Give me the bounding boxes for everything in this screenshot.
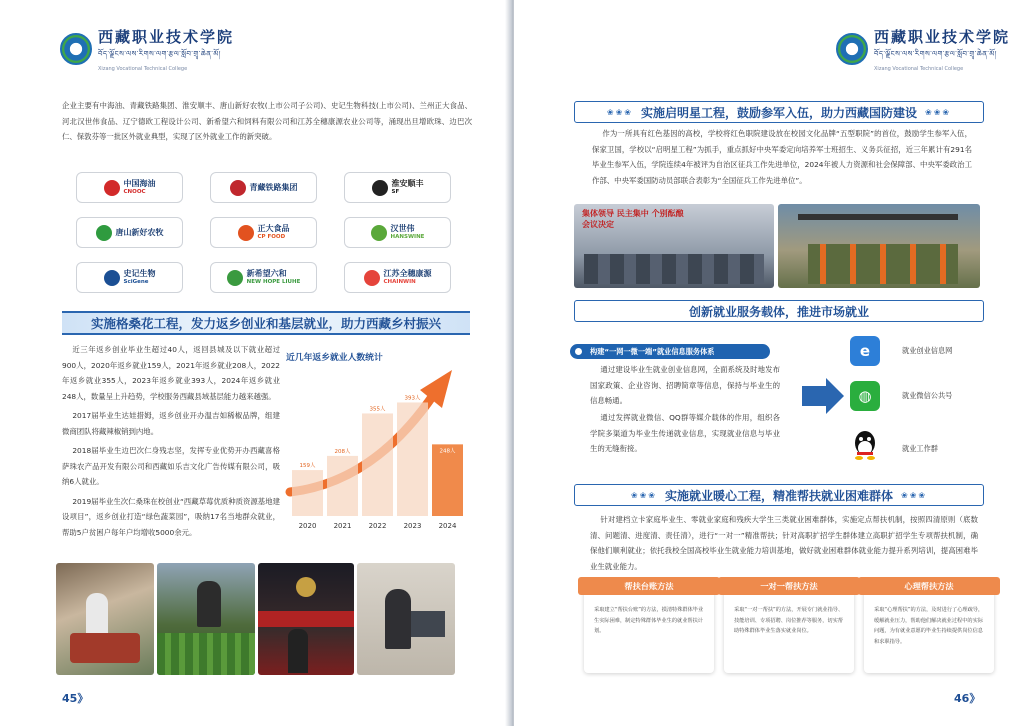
company-mark-icon — [371, 225, 387, 241]
service-system-pill — [570, 344, 770, 359]
channel-label-web: 就业创业信息网 — [902, 346, 953, 355]
company-logo — [210, 172, 317, 203]
right-page — [514, 0, 1024, 726]
arrow-right-icon — [798, 376, 848, 416]
college-logo — [60, 26, 234, 72]
difficulty-groups-paragraph: 针对建档立卡家庭毕业生、零就业家庭和残疾大学生三类就业困难群体，实施定点帮扶机制，按照四清原则（底数清、问题清、进度清、责任清），进行“一对一”精准帮扶；针对高职扩招学生群体建立高职扩招学生专项帮扶机制，确保他们顺利就业；依托我校全国高校毕业生就业能力培训基地，做好就业困难群体就业能力提升系列培训，提高困难毕业生就业能力。 — [590, 515, 978, 571]
chart-svg — [284, 342, 464, 537]
company-logo — [344, 172, 451, 203]
page-number-right: 46》 — [954, 692, 981, 705]
company-name: 正大食品 — [257, 223, 290, 233]
college-name-tibetan-right: བོད་ལྗོངས་ལས་རིགས་ལག་རྩལ་སློབ་གྲྭ་ཆེན་མོ། — [874, 50, 997, 58]
chart-tick-label: 2023 — [403, 522, 422, 530]
page-number-right-text: 46 — [954, 692, 970, 705]
channel-label-qq: 就业工作群 — [902, 444, 938, 453]
partner-company-logos — [76, 172, 430, 293]
case-cirensangzhu-paragraph: 2019届毕业生次仁桑珠在校创业“西藏草莓优质种质资源基地建设项目”，返乡创业打造“绿色蔬菜园”，吸纳17名当地群众就业，帮助5户贫困户每年户均增收5000余元。 — [62, 496, 280, 537]
photo-award-stage — [258, 563, 354, 675]
company-mark-icon — [230, 180, 246, 196]
company-name: 汉世伟 — [390, 223, 415, 233]
photo-greenhouse — [157, 563, 255, 675]
military-paragraph: 作为一所具有红色基因的高校，学校将红色职院建设放在校园文化品牌“五型职院”的首位，鼓励学生参军入伍，保家卫国，学校以“启明星工程”为抓手，重点抓好中央军委定向培养军士班招生、义务兵征招，近三年累计有291名毕业生参军入伍，学院连续4年被评为自治区征兵工作先进单位，2024年被人力资源和社会保障部、中央军委政治工作部、中央军委国防动员部联合表彰为“全国征兵工作先进单位”。 — [592, 129, 972, 185]
company-mark-icon — [104, 270, 120, 286]
company-subname: HANSWINE — [390, 233, 425, 240]
section-title-service — [574, 300, 984, 322]
section-title-warmheart-text: 实施就业暖心工程，精准帮扶就业困难群体 — [664, 488, 893, 503]
college-emblem-icon — [60, 33, 92, 65]
wechat-qq-paragraph: 通过发挥就业微信、QQ群等媒介载体的作用，组织各学院多渠道为毕业生传递就业信息，实现就业信息与毕业生的无缝衔接。 — [590, 413, 780, 453]
left-page — [0, 0, 510, 726]
company-mark-icon — [364, 270, 380, 286]
chart-data-label: 393人 — [404, 395, 421, 402]
company-name: 淮安顺丰 — [391, 178, 424, 188]
method-card-psychological-body: 采取“心理帮扶”的方法，及时进行了心理疏导，缓解就业压力，帮助他们解决就业过程中的实际问题，为有就业意愿的毕业生持续提供岗位信息和求职指导。 — [874, 607, 984, 645]
chart-data-label: 159人 — [299, 463, 316, 470]
photo-office-computer — [357, 563, 455, 675]
method-card-one-on-one — [724, 580, 854, 673]
company-name: 青藏铁路集团 — [249, 183, 298, 192]
page-number-left: 45》 — [62, 692, 89, 705]
photo-military-training — [778, 204, 980, 288]
college-name-english: Xizang Vocational Technical College — [98, 66, 188, 72]
method-card-psychological-title: 心理帮扶方法 — [858, 577, 1000, 595]
section-title-service-text: 创新就业服务载体，推进市场就业 — [688, 304, 869, 319]
chart-bar — [432, 444, 463, 516]
company-mark-icon — [96, 225, 112, 241]
chart-bar — [362, 413, 393, 516]
method-card-one-on-one-title: 一对一帮扶方法 — [718, 577, 860, 595]
chart-bar — [292, 470, 323, 516]
college-name-right: 西藏职业技术学院 — [874, 28, 1011, 46]
section-title-gesanghua — [62, 311, 470, 335]
method-card-ledger-title: 帮扶台账方法 — [578, 577, 720, 595]
company-name: 江苏全穗康源 — [383, 268, 432, 278]
chart-data-label: 355人 — [369, 406, 386, 413]
method-card-one-on-one-body: 采取“一对一帮扶”的方法，开展专门就业指导、技能培训、专项招聘、岗位推荐等服务，切实帮助特殊群体毕业生落实就业岗位。 — [734, 607, 844, 634]
chart-data-label: 208人 — [334, 448, 351, 455]
company-logo — [210, 262, 317, 293]
company-mark-icon — [104, 180, 120, 196]
section-title-gesanghua-text: 实施格桑花工程，发力返乡创业和基层就业，助力西藏乡村振兴 — [90, 316, 441, 331]
company-name: 中国海油 — [123, 178, 156, 188]
qq-icon — [850, 430, 880, 460]
case-bianbaciren-paragraph: 2018届毕业生边巴次仁身残志坚，发挥专业优势开办西藏喜格萨珠农产品开发有限公司和西藏如乐吉文化广告传媒有限公司，吸纳6人就业。 — [62, 446, 280, 486]
company-logo — [76, 217, 183, 248]
company-mark-icon — [227, 270, 243, 286]
college-logo-right — [836, 26, 1010, 72]
company-mark-icon — [372, 180, 388, 196]
college-emblem-icon-right — [836, 33, 868, 65]
photo-meeting-room — [574, 204, 774, 288]
company-subname: CNOOC — [123, 188, 146, 195]
page-number-left-text: 45 — [62, 692, 78, 705]
meeting-banner-text: 集体领导 民主集中 个别酝酿 会议决定 — [582, 209, 684, 229]
chart-tick-label: 2021 — [333, 522, 352, 530]
company-subname: CP FOOD — [257, 233, 286, 240]
photo-pepper-workshop — [56, 563, 154, 675]
company-subname: SciGene — [123, 278, 149, 285]
section-title-qimingxing: ❀❀❀ 实施启明星工程，鼓励参军入伍，助力西藏国防建设 ❀❀❀ — [574, 101, 984, 123]
company-logo — [76, 262, 183, 293]
channel-label-wechat: 就业微信公共号 — [902, 391, 953, 400]
company-logo — [210, 217, 317, 248]
chart-bar — [327, 456, 358, 516]
wechat-icon: ◍ — [850, 381, 880, 411]
intro-paragraph: 企业主要有中海油、青藏铁路集团、淮安顺丰、唐山新好农牧(上市公司子公司)、史记生物科技(上市公司)、兰州正大食品、河北汉世伟食品、辽宁德欧工程设计公司、新希望六和饲料有限公司和江苏全穗康源农业公司等，涌现出旦增欧珠、边巴次仁、保敦芬等一批区外就业典型，实现了区外就业工作的新突破。 — [62, 101, 472, 141]
chart-tick-label: 2022 — [368, 522, 387, 530]
college-name-tibetan: བོད་ལྗོངས་ལས་རིགས་ལག་རྩལ་སློབ་གྲྭ་ཆེན་མོ། — [98, 50, 221, 58]
info-network-paragraph: 通过建设毕业生就业创业信息网，全面系统及时地发布国家政策、企业咨询、招聘简章等信息，保持与毕业生的信息畅通。 — [590, 365, 780, 405]
company-subname: CHAINWIN — [383, 278, 416, 285]
chart-bar — [397, 402, 428, 516]
company-logo — [344, 217, 451, 248]
method-card-ledger — [584, 580, 714, 673]
college-name: 西藏职业技术学院 — [98, 28, 235, 46]
company-subname: NEW HOPE LIUHE — [246, 278, 301, 285]
chart-tick-label: 2020 — [298, 522, 317, 530]
company-name: 史记生物 — [123, 268, 156, 278]
company-logo — [76, 172, 183, 203]
browser-icon: e — [850, 336, 880, 366]
chart-tick-label: 2024 — [438, 522, 457, 530]
method-card-ledger-body: 采取建立“帮扶台账”的方法，摸清特殊群体毕业生实际困难，制定特殊群体毕业生的就业帮扶计划。 — [594, 607, 704, 634]
method-card-psychological — [864, 580, 994, 673]
company-name: 唐山新好农牧 — [115, 228, 164, 237]
section-title-qimingxing-text: 实施启明星工程，鼓励参军入伍，助力西藏国防建设 — [640, 105, 917, 120]
company-subname: SF — [391, 188, 400, 195]
return-employment-paragraph: 近三年返乡创业毕业生超过40人，返回县城及以下就业超过900人，2020年返乡就业159人，2021年返乡就业208人，2022年返乡就业355人，2023年返乡就业393人，2024年返乡就业248人，数量呈上升趋势，学校服务西藏县域基层能力越来越强。 — [62, 345, 280, 401]
college-name-english-right: Xizang Vocational Technical College — [874, 66, 964, 72]
company-logo — [344, 262, 451, 293]
case-dawacuomu-paragraph: 2017届毕业生达娃措姆，返乡创业开办温吉如稀椒品牌，组建微商团队将藏辣椒销到内地。 — [62, 411, 280, 436]
chart-title: 近几年返乡就业人数统计 — [286, 353, 383, 363]
company-mark-icon — [238, 225, 254, 241]
chart-data-label: 248人 — [439, 448, 456, 455]
return-employment-chart — [284, 342, 464, 537]
company-name: 新希望六和 — [246, 268, 287, 278]
section-title-warmheart: ❀❀❀ 实施就业暖心工程，精准帮扶就业困难群体 ❀❀❀ — [574, 484, 984, 506]
service-system-pill-text: 构建“一网一微一端”就业信息服务体系 — [590, 346, 715, 356]
